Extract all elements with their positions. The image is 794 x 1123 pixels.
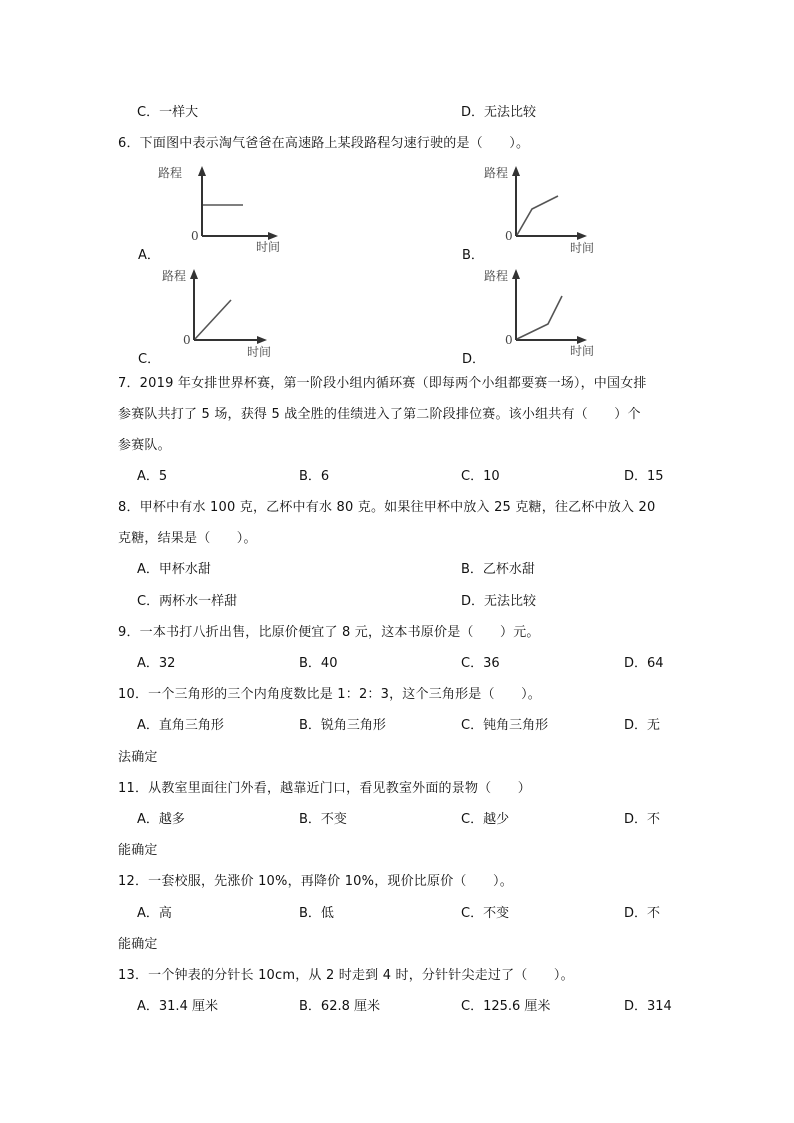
q9-stem: 9．一本书打八折出售，比原价便宜了 8 元，这本书原价是（ ）元。 — [118, 625, 540, 640]
q6-option-c: C． — [138, 352, 161, 367]
q11-option-c: C．越少 — [461, 812, 510, 827]
q8-option-d: D．无法比较 — [461, 594, 537, 609]
q7-stem-line-2: 参赛队共打了 5 场，获得 5 战全胜的佳绩进入了第二阶段排位赛。该小组共有（ ）个 — [118, 407, 641, 422]
q13-option-b: B．62.8 厘米 — [299, 999, 380, 1014]
q11-option-b: B．不变 — [299, 812, 347, 827]
q10-option-b: B．锐角三角形 — [299, 718, 386, 733]
distance-time-graph-concave-icon — [460, 162, 620, 262]
q12-option-b: B．低 — [299, 906, 334, 921]
q10-option-a: A．直角三角形 — [137, 718, 224, 733]
q7-option-b: B．6 — [299, 469, 330, 484]
q11-option-d-wrap: 能确定 — [118, 843, 158, 858]
q13-option-d: D．314 — [624, 999, 672, 1014]
q12-option-c: C．不变 — [461, 906, 510, 921]
distance-time-graph-horizontal-icon — [136, 162, 296, 262]
q12-option-d-wrap: 能确定 — [118, 937, 158, 952]
distance-time-graph-linear-icon — [136, 265, 296, 365]
q9-option-a: A．32 — [137, 656, 176, 671]
q11-stem: 11．从教室里面往门外看，越靠近门口，看见教室外面的景物（ ） — [118, 781, 531, 796]
q6-stem: 6．下面图中表示淘气爸爸在高速路上某段路程匀速行驶的是（ ）。 — [118, 136, 530, 151]
q10-option-d: D．无 — [624, 718, 661, 733]
x-axis-label: 时间 — [247, 345, 272, 359]
distance-time-graph-convex-icon — [460, 265, 620, 365]
q6-option-d: D． — [462, 352, 486, 367]
q6-graph-b — [460, 162, 595, 263]
q7-stem-line-3: 参赛队。 — [118, 438, 171, 453]
q5-option-c: C．一样大 — [137, 105, 199, 120]
q6-option-a: A． — [138, 248, 160, 263]
q5-option-d: D．无法比较 — [461, 105, 537, 120]
origin-label: 0 — [505, 229, 513, 243]
origin-label: 0 — [183, 333, 191, 347]
y-axis-label: 路程 — [162, 269, 187, 283]
y-axis-label: 路程 — [484, 269, 509, 283]
q8-option-a: A．甲杯水甜 — [137, 562, 211, 577]
q8-stem-line-1: 8．甲杯中有水 100 克，乙杯中有水 80 克。如果往甲杯中放入 25 克糖，往乙杯中放入 20 — [118, 500, 656, 515]
q11-option-d: D．不 — [624, 812, 661, 827]
q8-option-c: C．两杯水一样甜 — [137, 594, 238, 609]
q6-option-b: B． — [462, 248, 484, 263]
q6-graph-a — [136, 162, 281, 263]
y-axis-label: 路程 — [484, 166, 509, 180]
q6-graph-c — [136, 265, 272, 367]
q8-stem-line-2: 克糖，结果是（ ）。 — [118, 531, 257, 546]
x-axis-label: 时间 — [570, 344, 595, 358]
q10-stem: 10．一个三角形的三个内角度数比是 1：2：3，这个三角形是（ ）。 — [118, 687, 541, 702]
q8-option-b: B．乙杯水甜 — [461, 562, 535, 577]
origin-label: 0 — [505, 333, 513, 347]
x-axis-label: 时间 — [256, 240, 281, 254]
q12-stem: 12．一套校服，先涨价 10%，再降价 10%，现价比原价（ ）。 — [118, 874, 513, 889]
q13-option-c: C．125.6 厘米 — [461, 999, 551, 1014]
q12-option-a: A．高 — [137, 906, 172, 921]
q9-option-d: D．64 — [624, 656, 664, 671]
x-axis-label: 时间 — [570, 241, 595, 255]
q11-option-a: A．越多 — [137, 812, 185, 827]
q6-graph-d — [460, 265, 595, 367]
q10-option-d-wrap: 法确定 — [118, 750, 158, 765]
q7-option-a: A．5 — [137, 469, 168, 484]
q12-option-d: D．不 — [624, 906, 661, 921]
q13-option-a: A．31.4 厘米 — [137, 999, 218, 1014]
y-axis-label: 路程 — [158, 166, 183, 180]
q7-option-d: D．15 — [624, 469, 664, 484]
origin-label: 0 — [191, 229, 199, 243]
q7-stem-line-1: 7．2019 年女排世界杯赛，第一阶段小组内循环赛（即每两个小组都要赛一场），中国女排 — [118, 376, 647, 391]
q10-option-c: C．钝角三角形 — [461, 718, 549, 733]
q13-stem: 13．一个钟表的分针长 10cm，从 2 时走到 4 时，分针针尖走过了（ ）。 — [118, 968, 574, 983]
q9-option-c: C．36 — [461, 656, 500, 671]
q9-option-b: B．40 — [299, 656, 338, 671]
q7-option-c: C．10 — [461, 469, 500, 484]
